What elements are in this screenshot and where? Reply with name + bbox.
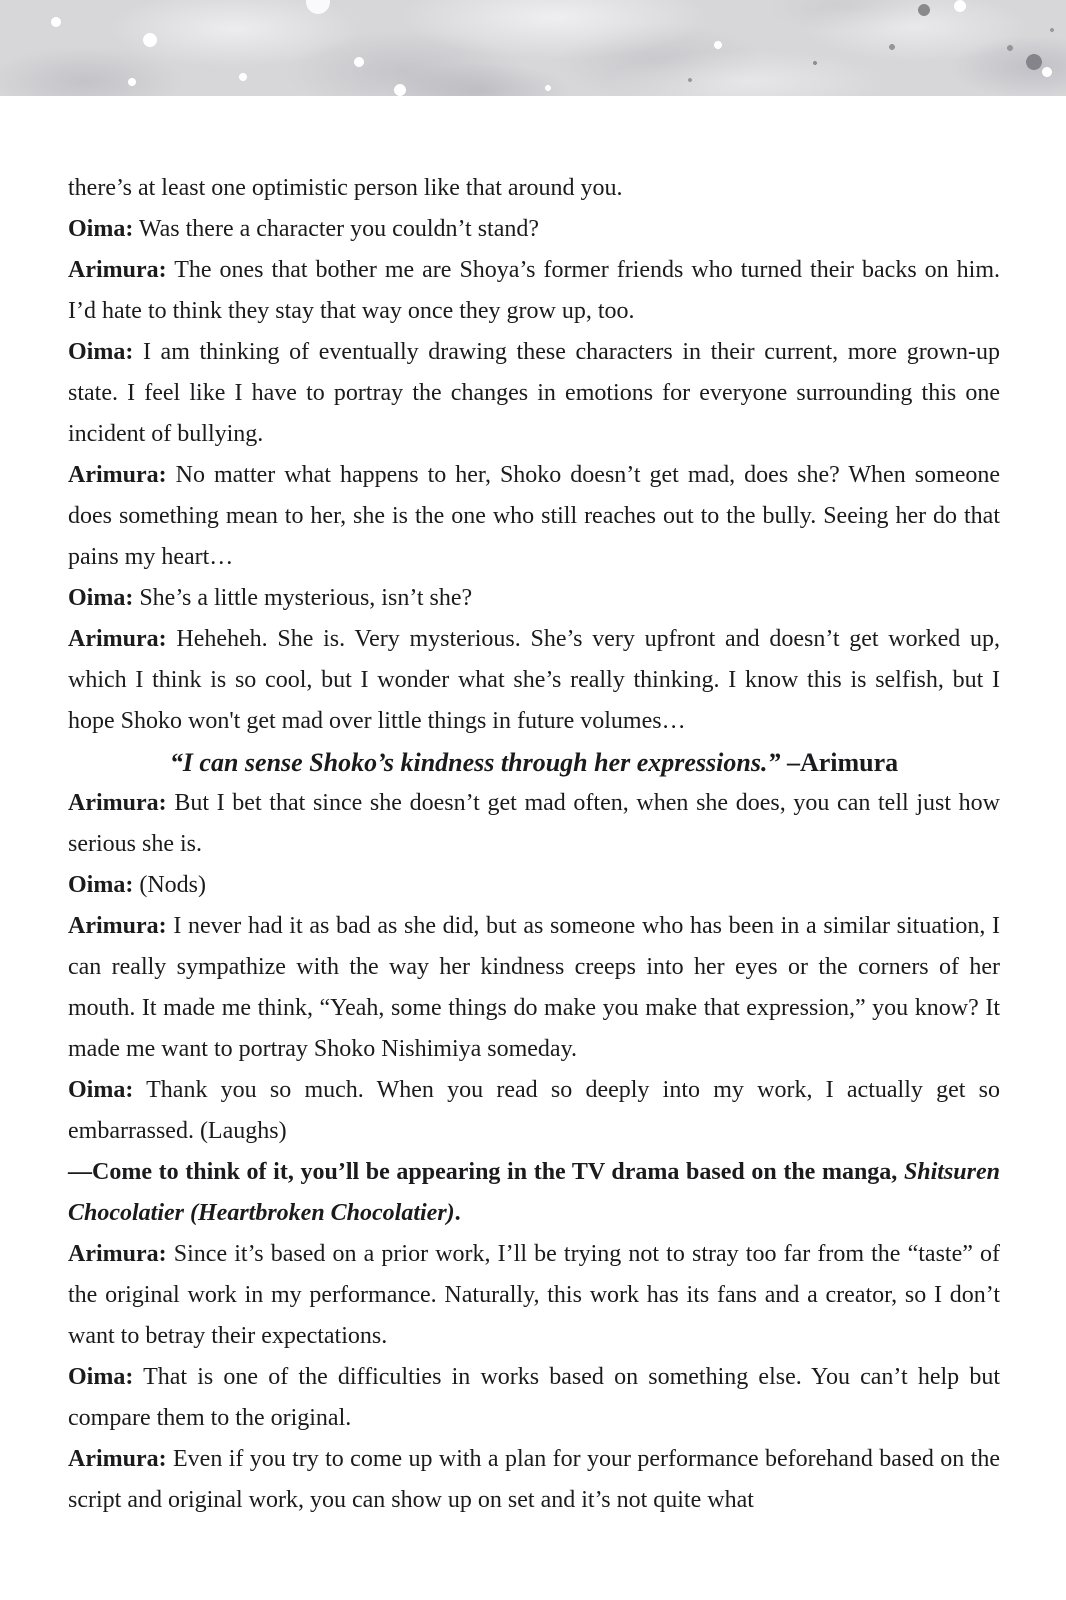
- dialogue-paragraph: [68, 865, 1000, 906]
- speaker-label: Oima:: [68, 339, 134, 365]
- speaker-label: Arimura:: [68, 626, 167, 652]
- header-texture-band: [0, 0, 1066, 96]
- dialogue-paragraph: [68, 209, 1000, 250]
- speaker-label: Arimura:: [68, 790, 167, 816]
- speaker-label: Oima:: [68, 1364, 134, 1390]
- dialogue-paragraph: [68, 455, 1000, 578]
- question-lead-text: —Come to think of it, you’ll be appearing in the TV drama based on the manga,: [68, 1159, 904, 1185]
- question-tail-text: .: [454, 1200, 461, 1226]
- speaker-label: Arimura:: [68, 257, 167, 283]
- speaker-label: Arimura:: [68, 462, 167, 488]
- dialogue-text: That is one of the difficulties in works based on something else. You can’t help but compare them to the original.: [68, 1364, 1000, 1431]
- dialogue-text: Even if you try to come up with a plan for your performance beforehand based on the script and original work, you can show up on set and it’s not quite what: [68, 1446, 1000, 1513]
- speaker-label: Oima:: [68, 216, 134, 242]
- dialogue-text: No matter what happens to her, Shoko doesn’t get mad, does she? When someone does something mean to her, she is the one who still reaches out to the bully. Seeing her do that pains my heart…: [68, 462, 1001, 570]
- dialogue-text: But I bet that since she doesn’t get mad often, when she does, you can tell just how serious she is.: [68, 790, 1001, 857]
- dialogue-paragraph-continuation: [68, 168, 1000, 209]
- dialogue-paragraph: [68, 1070, 1000, 1152]
- dialogue-paragraph: [68, 1439, 1000, 1521]
- dialogue-paragraph: [68, 619, 1000, 742]
- speaker-label: Oima:: [68, 585, 134, 611]
- dialogue-text: Thank you so much. When you read so deeply into my work, I actually get so embarrassed. (Laughs): [68, 1077, 1000, 1144]
- dialogue-text: Since it’s based on a prior work, I’ll be trying not to stray too far from the “taste” of the original work in my performance. Naturally, this work has its fans and a creator, so I don’t want to betray their expectations.: [68, 1241, 1001, 1349]
- dialogue-text: Was there a character you couldn’t stand?: [138, 216, 540, 242]
- dialogue-paragraph: [68, 332, 1000, 455]
- interview-text-block: [68, 168, 1000, 1521]
- dialogue-text: I am thinking of eventually drawing these characters in their current, more grown-up state. I feel like I have to portray the changes in emotions for everyone surrounding this one incident of bullying.: [68, 339, 1001, 447]
- dialogue-paragraph: [68, 250, 1000, 332]
- dialogue-text: She’s a little mysterious, isn’t she?: [139, 585, 473, 611]
- speaker-label: Arimura:: [68, 1241, 167, 1267]
- speaker-label: Oima:: [68, 1077, 134, 1103]
- speaker-label: Oima:: [68, 872, 134, 898]
- dialogue-paragraph: [68, 1357, 1000, 1439]
- dialogue-paragraph: [68, 578, 1000, 619]
- dialogue-text: Heheheh. She is. Very mysterious. She’s very upfront and doesn’t get worked up, which I think is so cool, but I wonder what she’s really thinking. I know this is selfish, but I hope Shoko won't get mad over little things in future volumes…: [68, 626, 1001, 734]
- pull-quote-text: “I can sense Shoko’s kindness through her expressions.”: [169, 748, 781, 777]
- dialogue-paragraph: [68, 783, 1000, 865]
- pull-quote-attribution: –Arimura: [786, 748, 899, 777]
- dialogue-text: I never had it as bad as she did, but as someone who has been in a similar situation, I can really sympathize with the way her kindness creeps into her eyes or the corners of her mouth. It made me think, “Yeah, some things do make you make that expression,” you know? It made me want to portray Shoko Nishimiya someday.: [68, 913, 1001, 1062]
- dialogue-text: (Nods): [139, 872, 206, 898]
- dialogue-text: there’s at least one optimistic person like that around you.: [68, 175, 623, 201]
- speaker-label: Arimura:: [68, 913, 167, 939]
- dialogue-text: The ones that bother me are Shoya’s former friends who turned their backs on him. I’d hate to think they stay that way once they grow up, too.: [68, 257, 1000, 324]
- interviewer-question: [68, 1152, 1000, 1234]
- pull-quote: [68, 742, 1000, 783]
- dialogue-paragraph: [68, 906, 1000, 1070]
- speaker-label: Arimura:: [68, 1446, 167, 1472]
- manga-title: Shitsuren Chocolatier (Heartbroken Chocolatier): [68, 1159, 1000, 1226]
- dialogue-paragraph: [68, 1234, 1000, 1357]
